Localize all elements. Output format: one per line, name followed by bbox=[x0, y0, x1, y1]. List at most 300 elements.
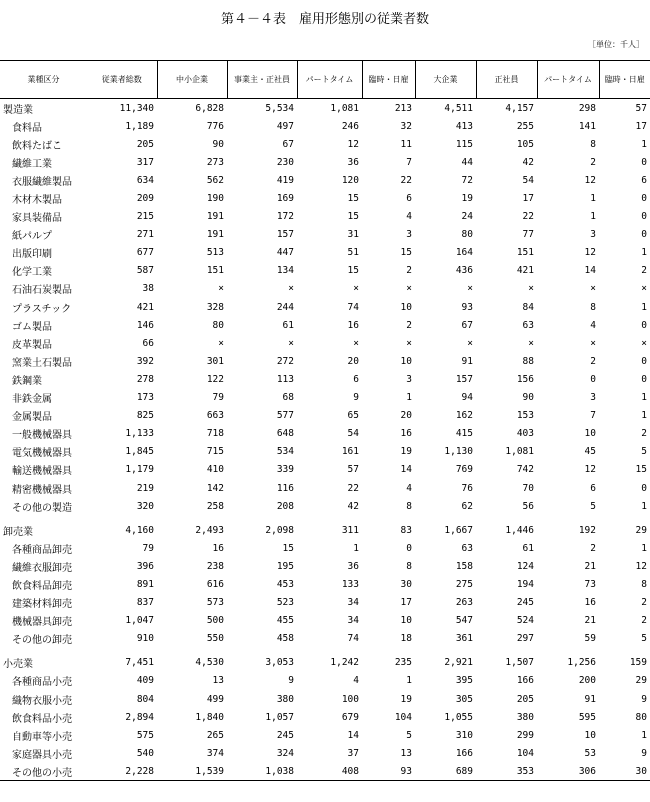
cell-large: 1,667 bbox=[444, 524, 473, 536]
cell-large-parttime: 59 bbox=[584, 633, 596, 645]
cell-large-regular: 104 bbox=[516, 747, 534, 759]
cell-sme-regular: 61 bbox=[282, 319, 294, 331]
cell-sme: 2,493 bbox=[195, 524, 224, 536]
cell-sme-parttime: 51 bbox=[347, 247, 359, 259]
table-row bbox=[0, 208, 650, 226]
table-row bbox=[0, 99, 650, 118]
industry-name: 家具装備品 bbox=[12, 213, 62, 225]
cell-large-temporary: 2 bbox=[641, 428, 647, 440]
header-total: 従業者総数 bbox=[87, 61, 157, 99]
cell-sme-regular: 1,057 bbox=[265, 711, 294, 723]
industry-name: 卸売業 bbox=[3, 526, 33, 538]
cell-large-regular: 205 bbox=[516, 693, 534, 705]
table-row bbox=[0, 298, 650, 316]
cell-large: 1,055 bbox=[444, 711, 473, 723]
cell-sme-regular: 169 bbox=[276, 193, 294, 205]
cell-sme-parttime: 54 bbox=[347, 428, 359, 440]
cell-large-parttime: 5 bbox=[590, 500, 596, 512]
table-row bbox=[0, 425, 650, 443]
cell-large-regular: 299 bbox=[516, 729, 534, 741]
cell-total: 677 bbox=[136, 247, 154, 259]
employment-table bbox=[0, 60, 650, 781]
cell-sme-regular: 455 bbox=[276, 615, 294, 627]
cell-large: 115 bbox=[455, 138, 473, 150]
cell-sme-temporary: 5 bbox=[406, 729, 412, 741]
cell-sme-temporary: 8 bbox=[406, 560, 412, 572]
cell-large-temporary: 0 bbox=[641, 229, 647, 241]
table-row bbox=[0, 334, 650, 352]
cell-sme-temporary: 7 bbox=[406, 156, 412, 168]
cell-large-regular: 403 bbox=[516, 428, 534, 440]
cell-large-parttime: 2 bbox=[590, 156, 596, 168]
header-large-temporary: 臨時・日雇 bbox=[599, 61, 650, 99]
cell-sme: 410 bbox=[206, 464, 224, 476]
table-row bbox=[0, 497, 650, 515]
cell-sme-parttime: 16 bbox=[347, 319, 359, 331]
cell-sme-parttime: 15 bbox=[347, 211, 359, 223]
cell-total: 320 bbox=[136, 500, 154, 512]
cell-large-parttime: × bbox=[590, 283, 596, 295]
cell-sme-temporary: 1 bbox=[406, 392, 412, 404]
cell-sme-regular: 419 bbox=[276, 174, 294, 186]
industry-name: 一般機械器具 bbox=[12, 430, 72, 442]
cell-total: 219 bbox=[136, 482, 154, 494]
cell-sme: 301 bbox=[206, 355, 224, 367]
cell-sme-parttime: 74 bbox=[347, 301, 359, 313]
cell-sme-parttime: 120 bbox=[341, 174, 359, 186]
table-row bbox=[0, 171, 650, 189]
cell-sme-temporary: × bbox=[406, 283, 412, 295]
table-row bbox=[0, 479, 650, 497]
cell-large-parttime: 8 bbox=[590, 301, 596, 313]
unit-label: ［単位：千人］ bbox=[588, 40, 644, 49]
cell-total: 209 bbox=[136, 193, 154, 205]
cell-large-temporary: 0 bbox=[641, 211, 647, 223]
table-row bbox=[0, 744, 650, 762]
cell-large-parttime: 298 bbox=[578, 102, 596, 114]
cell-sme-temporary: 10 bbox=[400, 301, 412, 313]
cell-total: 634 bbox=[136, 174, 154, 186]
table-row bbox=[0, 461, 650, 479]
cell-sme-temporary: 22 bbox=[400, 174, 412, 186]
cell-sme-regular: 9 bbox=[288, 675, 294, 687]
cell-large: 62 bbox=[461, 500, 473, 512]
cell-total: 215 bbox=[136, 211, 154, 223]
table-row bbox=[0, 262, 650, 280]
cell-large-regular: 42 bbox=[522, 156, 534, 168]
cell-sme: 191 bbox=[206, 229, 224, 241]
cell-large: 415 bbox=[455, 428, 473, 440]
cell-large-regular: 1,081 bbox=[505, 446, 534, 458]
cell-large-parttime: 0 bbox=[590, 373, 596, 385]
cell-large-temporary: 1 bbox=[641, 500, 647, 512]
cell-large-regular: 77 bbox=[522, 229, 534, 241]
cell-sme-parttime: 133 bbox=[341, 578, 359, 590]
cell-sme-parttime: 34 bbox=[347, 615, 359, 627]
cell-sme-parttime: 74 bbox=[347, 633, 359, 645]
industry-name: 飲食料品卸売 bbox=[12, 580, 72, 592]
cell-total: 1,189 bbox=[125, 120, 154, 132]
cell-large-temporary: 1 bbox=[641, 542, 647, 554]
cell-sme-parttime: 14 bbox=[347, 729, 359, 741]
cell-sme-temporary: 19 bbox=[400, 446, 412, 458]
cell-sme-temporary: 15 bbox=[400, 247, 412, 259]
cell-large: 361 bbox=[455, 633, 473, 645]
cell-large-regular: 84 bbox=[522, 301, 534, 313]
cell-large-parttime: 4 bbox=[590, 319, 596, 331]
cell-large: 157 bbox=[455, 373, 473, 385]
industry-name: その他の小売 bbox=[0, 762, 87, 781]
cell-large-regular: × bbox=[528, 337, 534, 349]
header-large: 大企業 bbox=[415, 61, 476, 99]
cell-sme-temporary: 19 bbox=[400, 693, 412, 705]
industry-name: 飲料たばこ bbox=[12, 140, 62, 152]
cell-large-regular: 742 bbox=[516, 464, 534, 476]
table-row bbox=[0, 389, 650, 407]
cell-large: 395 bbox=[455, 675, 473, 687]
cell-sme: 190 bbox=[206, 193, 224, 205]
cell-sme: 79 bbox=[212, 392, 224, 404]
cell-large-temporary: 0 bbox=[641, 193, 647, 205]
cell-total: 205 bbox=[136, 138, 154, 150]
cell-sme-temporary: 83 bbox=[400, 524, 412, 536]
cell-sme: 776 bbox=[206, 120, 224, 132]
cell-total: 146 bbox=[136, 319, 154, 331]
cell-large-parttime: 14 bbox=[584, 265, 596, 277]
cell-sme: 550 bbox=[206, 633, 224, 645]
cell-sme: 663 bbox=[206, 410, 224, 422]
cell-large-parttime: 21 bbox=[584, 560, 596, 572]
industry-name: 小売業 bbox=[3, 659, 33, 671]
cell-sme-parttime: 42 bbox=[347, 500, 359, 512]
cell-sme-parttime: 22 bbox=[347, 482, 359, 494]
cell-large-temporary: 1 bbox=[641, 301, 647, 313]
industry-name: 電気機械器具 bbox=[12, 448, 72, 460]
header-large-parttime: パートタイム bbox=[537, 61, 599, 99]
table-row bbox=[0, 226, 650, 244]
cell-large-parttime: 91 bbox=[584, 693, 596, 705]
header-sme: 中小企業 bbox=[157, 61, 227, 99]
cell-total: 4,160 bbox=[125, 524, 154, 536]
cell-sme-temporary: 32 bbox=[400, 120, 412, 132]
cell-sme-regular: 195 bbox=[276, 560, 294, 572]
cell-sme: 238 bbox=[206, 560, 224, 572]
table-row bbox=[0, 708, 650, 726]
cell-sme: 122 bbox=[206, 373, 224, 385]
table-row bbox=[0, 189, 650, 207]
cell-large-temporary: 1 bbox=[641, 729, 647, 741]
cell-large: 263 bbox=[455, 597, 473, 609]
cell-sme-temporary: 4 bbox=[406, 211, 412, 223]
cell-large-regular: 245 bbox=[516, 597, 534, 609]
cell-large-temporary: 0 bbox=[641, 482, 647, 494]
industry-name: 出版印刷 bbox=[12, 249, 52, 261]
table-row bbox=[0, 654, 650, 672]
cell-sme-regular: 3,053 bbox=[265, 657, 294, 669]
table-row bbox=[0, 690, 650, 708]
cell-sme-parttime: 36 bbox=[347, 156, 359, 168]
cell-large-parttime: 7 bbox=[590, 410, 596, 422]
cell-large: 1,130 bbox=[444, 446, 473, 458]
cell-sme: 513 bbox=[206, 247, 224, 259]
cell-sme-temporary: 6 bbox=[406, 193, 412, 205]
table-row bbox=[0, 672, 650, 690]
cell-sme-temporary: 93 bbox=[362, 762, 415, 781]
industry-name: 石油石炭製品 bbox=[12, 285, 72, 297]
cell-large-regular: 54 bbox=[522, 174, 534, 186]
table-row bbox=[0, 352, 650, 370]
cell-sme: 273 bbox=[206, 156, 224, 168]
cell-large-parttime: 1,256 bbox=[567, 657, 596, 669]
cell-large-regular: 1,446 bbox=[505, 524, 534, 536]
cell-sme-parttime: × bbox=[353, 283, 359, 295]
cell-sme-parttime: 4 bbox=[353, 675, 359, 687]
table-row bbox=[0, 557, 650, 575]
cell-sme-parttime: 408 bbox=[297, 762, 362, 781]
industry-name: 繊維工業 bbox=[12, 158, 52, 170]
cell-large-temporary: × bbox=[641, 283, 647, 295]
cell-large-parttime: 12 bbox=[584, 464, 596, 476]
cell-sme-temporary: 3 bbox=[406, 229, 412, 241]
cell-large-parttime: 73 bbox=[584, 578, 596, 590]
cell-large-regular: 63 bbox=[522, 319, 534, 331]
cell-sme-temporary: 20 bbox=[400, 410, 412, 422]
cell-sme: × bbox=[218, 337, 224, 349]
cell-sme-parttime: 12 bbox=[347, 138, 359, 150]
cell-large-regular: 421 bbox=[516, 265, 534, 277]
cell-large-parttime: 1 bbox=[590, 193, 596, 205]
cell-sme: 142 bbox=[206, 482, 224, 494]
cell-large-parttime: 3 bbox=[590, 392, 596, 404]
cell-sme-regular: 2,098 bbox=[265, 524, 294, 536]
cell-sme: 13 bbox=[212, 675, 224, 687]
cell-sme-parttime: 1 bbox=[353, 542, 359, 554]
header-sme-temporary: 臨時・日雇 bbox=[362, 61, 415, 99]
industry-name: 各種商品卸売 bbox=[12, 544, 72, 556]
cell-total: 2,228 bbox=[87, 762, 157, 781]
cell-sme-regular: 577 bbox=[276, 410, 294, 422]
cell-sme-temporary: 4 bbox=[406, 482, 412, 494]
industry-name: 衣服繊維製品 bbox=[12, 176, 72, 188]
cell-sme-parttime: 20 bbox=[347, 355, 359, 367]
cell-sme-regular: 172 bbox=[276, 211, 294, 223]
cell-sme: 191 bbox=[206, 211, 224, 223]
industry-name: 食料品 bbox=[12, 122, 42, 134]
cell-large: 547 bbox=[455, 615, 473, 627]
cell-large-regular: 88 bbox=[522, 355, 534, 367]
cell-sme: 80 bbox=[212, 319, 224, 331]
cell-sme: 6,828 bbox=[195, 102, 224, 114]
table-row bbox=[0, 726, 650, 744]
cell-total: 396 bbox=[136, 560, 154, 572]
table-row bbox=[0, 407, 650, 425]
cell-large-regular: 56 bbox=[522, 500, 534, 512]
table-row bbox=[0, 244, 650, 262]
cell-sme: 90 bbox=[212, 138, 224, 150]
table-row bbox=[0, 135, 650, 153]
cell-large-parttime: 306 bbox=[537, 762, 599, 781]
cell-sme-parttime: 246 bbox=[341, 120, 359, 132]
cell-large: 76 bbox=[461, 482, 473, 494]
cell-total: 11,340 bbox=[119, 102, 154, 114]
cell-sme-regular: 648 bbox=[276, 428, 294, 440]
cell-large-regular: 4,157 bbox=[505, 102, 534, 114]
industry-name: 木材木製品 bbox=[12, 195, 62, 207]
cell-sme-regular: 380 bbox=[276, 693, 294, 705]
page-title: 第４－４表 雇用形態別の従業者数 bbox=[220, 12, 429, 27]
cell-large-temporary: 17 bbox=[635, 120, 647, 132]
cell-large: 769 bbox=[455, 464, 473, 476]
cell-large: 19 bbox=[461, 193, 473, 205]
cell-total: 421 bbox=[136, 301, 154, 313]
industry-name: その他の製造 bbox=[12, 502, 72, 514]
table-row bbox=[0, 153, 650, 171]
cell-large-temporary: 2 bbox=[641, 615, 647, 627]
cell-sme: 1,840 bbox=[195, 711, 224, 723]
table-row bbox=[0, 539, 650, 557]
cell-sme-temporary: 14 bbox=[400, 464, 412, 476]
cell-sme: 573 bbox=[206, 597, 224, 609]
cell-sme-parttime: 15 bbox=[347, 193, 359, 205]
header-sme-parttime: パートタイム bbox=[297, 61, 362, 99]
cell-large-parttime: 12 bbox=[584, 247, 596, 259]
cell-sme-regular: × bbox=[288, 283, 294, 295]
cell-large: 24 bbox=[461, 211, 473, 223]
industry-name: 建築材料卸売 bbox=[12, 599, 72, 611]
cell-large-parttime: 192 bbox=[578, 524, 596, 536]
cell-sme: 265 bbox=[206, 729, 224, 741]
cell-large-temporary: 8 bbox=[641, 578, 647, 590]
cell-large-regular: 22 bbox=[522, 211, 534, 223]
cell-large: 310 bbox=[455, 729, 473, 741]
cell-sme-parttime: 9 bbox=[353, 392, 359, 404]
industry-name: 繊維衣服卸売 bbox=[12, 562, 72, 574]
cell-total: 804 bbox=[136, 693, 154, 705]
cell-large-temporary: 30 bbox=[599, 762, 650, 781]
cell-total: 575 bbox=[136, 729, 154, 741]
table-row bbox=[0, 370, 650, 388]
industry-name: 製造業 bbox=[3, 104, 33, 116]
cell-large-temporary: 6 bbox=[641, 174, 647, 186]
cell-sme-regular: 15 bbox=[282, 542, 294, 554]
industry-name: 機械器具卸売 bbox=[12, 617, 72, 629]
cell-total: 409 bbox=[136, 675, 154, 687]
header-sme-regular: 事業主・正社員 bbox=[227, 61, 297, 99]
cell-sme-regular: 534 bbox=[276, 446, 294, 458]
industry-name: 輸送機械器具 bbox=[12, 466, 72, 478]
cell-large: 63 bbox=[461, 542, 473, 554]
cell-total: 271 bbox=[136, 229, 154, 241]
cell-sme: 328 bbox=[206, 301, 224, 313]
cell-sme-regular: 113 bbox=[276, 373, 294, 385]
cell-sme: 499 bbox=[206, 693, 224, 705]
cell-large-parttime: 200 bbox=[578, 675, 596, 687]
cell-sme-regular: 5,534 bbox=[265, 102, 294, 114]
header-row bbox=[0, 61, 650, 99]
cell-total: 891 bbox=[136, 578, 154, 590]
cell-large: 305 bbox=[455, 693, 473, 705]
cell-sme-temporary: 8 bbox=[406, 500, 412, 512]
cell-large-regular: 194 bbox=[516, 578, 534, 590]
cell-large: 166 bbox=[455, 747, 473, 759]
table-row bbox=[0, 762, 650, 781]
cell-large: 2,921 bbox=[444, 657, 473, 669]
cell-sme-regular: × bbox=[288, 337, 294, 349]
industry-name: 各種商品小売 bbox=[12, 677, 72, 689]
cell-sme-temporary: 3 bbox=[406, 373, 412, 385]
table-row bbox=[0, 594, 650, 612]
cell-sme-regular: 134 bbox=[276, 265, 294, 277]
industry-name: 金属製品 bbox=[12, 412, 52, 424]
cell-large: 689 bbox=[415, 762, 476, 781]
cell-large: 158 bbox=[455, 560, 473, 572]
table-row bbox=[0, 612, 650, 630]
cell-sme-regular: 447 bbox=[276, 247, 294, 259]
cell-total: 66 bbox=[142, 337, 154, 349]
cell-sme: 500 bbox=[206, 615, 224, 627]
industry-name: ゴム製品 bbox=[12, 321, 52, 333]
cell-large-parttime: 141 bbox=[578, 120, 596, 132]
cell-total: 1,845 bbox=[125, 446, 154, 458]
cell-sme-parttime: 161 bbox=[341, 446, 359, 458]
cell-large-regular: 353 bbox=[476, 762, 537, 781]
cell-large-regular: 156 bbox=[516, 373, 534, 385]
cell-large-regular: 153 bbox=[516, 410, 534, 422]
cell-large: 94 bbox=[461, 392, 473, 404]
industry-name: プラスチック bbox=[12, 303, 72, 315]
cell-large-temporary: 15 bbox=[635, 464, 647, 476]
cell-large-regular: 255 bbox=[516, 120, 534, 132]
cell-large-parttime: 3 bbox=[590, 229, 596, 241]
cell-large-regular: 151 bbox=[516, 247, 534, 259]
cell-large: 436 bbox=[455, 265, 473, 277]
table-row bbox=[0, 117, 650, 135]
cell-sme-parttime: 1,081 bbox=[330, 102, 359, 114]
cell-large-temporary: 5 bbox=[641, 446, 647, 458]
cell-large-regular: 1,507 bbox=[505, 657, 534, 669]
cell-total: 540 bbox=[136, 747, 154, 759]
cell-large-regular: 524 bbox=[516, 615, 534, 627]
industry-name: 鉄鋼業 bbox=[12, 375, 42, 387]
cell-large-regular: 297 bbox=[516, 633, 534, 645]
cell-sme-parttime: 6 bbox=[353, 373, 359, 385]
cell-total: 837 bbox=[136, 597, 154, 609]
cell-sme: 16 bbox=[212, 542, 224, 554]
cell-large-regular: 61 bbox=[522, 542, 534, 554]
cell-sme-regular: 116 bbox=[276, 482, 294, 494]
cell-large: 91 bbox=[461, 355, 473, 367]
cell-sme-parttime: 1,242 bbox=[330, 657, 359, 669]
cell-large-temporary: 1 bbox=[641, 410, 647, 422]
cell-large-parttime: 1 bbox=[590, 211, 596, 223]
cell-large: 44 bbox=[461, 156, 473, 168]
industry-name: 非鉄金属 bbox=[12, 394, 52, 406]
cell-large-parttime: 16 bbox=[584, 597, 596, 609]
header-industry: 業種区分 bbox=[0, 61, 87, 99]
cell-large-temporary: 0 bbox=[641, 355, 647, 367]
cell-sme-parttime: 31 bbox=[347, 229, 359, 241]
cell-sme-regular: 157 bbox=[276, 229, 294, 241]
cell-sme: 1,539 bbox=[157, 762, 227, 781]
cell-total: 825 bbox=[136, 410, 154, 422]
cell-large-parttime: 21 bbox=[584, 615, 596, 627]
cell-sme-regular: 453 bbox=[276, 578, 294, 590]
cell-sme-regular: 324 bbox=[276, 747, 294, 759]
cell-large-temporary: 29 bbox=[635, 524, 647, 536]
cell-total: 278 bbox=[136, 373, 154, 385]
cell-sme-parttime: 36 bbox=[347, 560, 359, 572]
cell-large-parttime: × bbox=[590, 337, 596, 349]
